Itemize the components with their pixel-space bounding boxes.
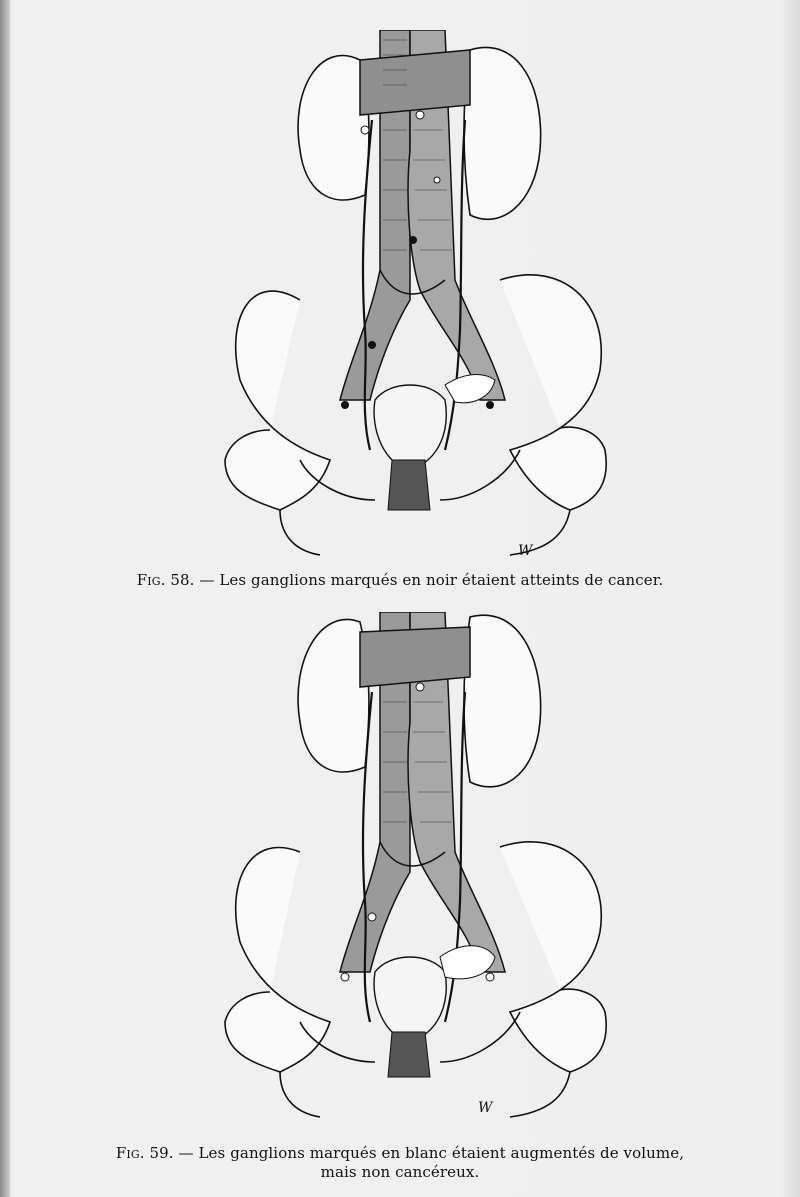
caption-text-line2: mais non cancéreux.: [320, 1163, 480, 1181]
figure-label: Fig. 59.: [115, 1144, 174, 1162]
caption-text: — Les ganglions marqués en blanc étaient augmentés de volume,: [173, 1144, 685, 1162]
anatomical-drawing-lymph-nodes: [0, 612, 800, 1132]
artist-signature: W: [478, 1100, 493, 1116]
figure-59-caption: [0, 1144, 800, 1182]
figure-label: Fig. 58.: [136, 571, 195, 589]
figure-58-caption: [0, 571, 800, 590]
figure-59-illustration: [0, 612, 800, 1132]
figure-58-illustration: [0, 30, 800, 560]
caption-text: — Les ganglions marqués en noir étaient atteints de cancer.: [194, 571, 664, 589]
anatomical-drawing-lymph-nodes: [0, 30, 800, 560]
artist-signature: W: [518, 543, 533, 559]
